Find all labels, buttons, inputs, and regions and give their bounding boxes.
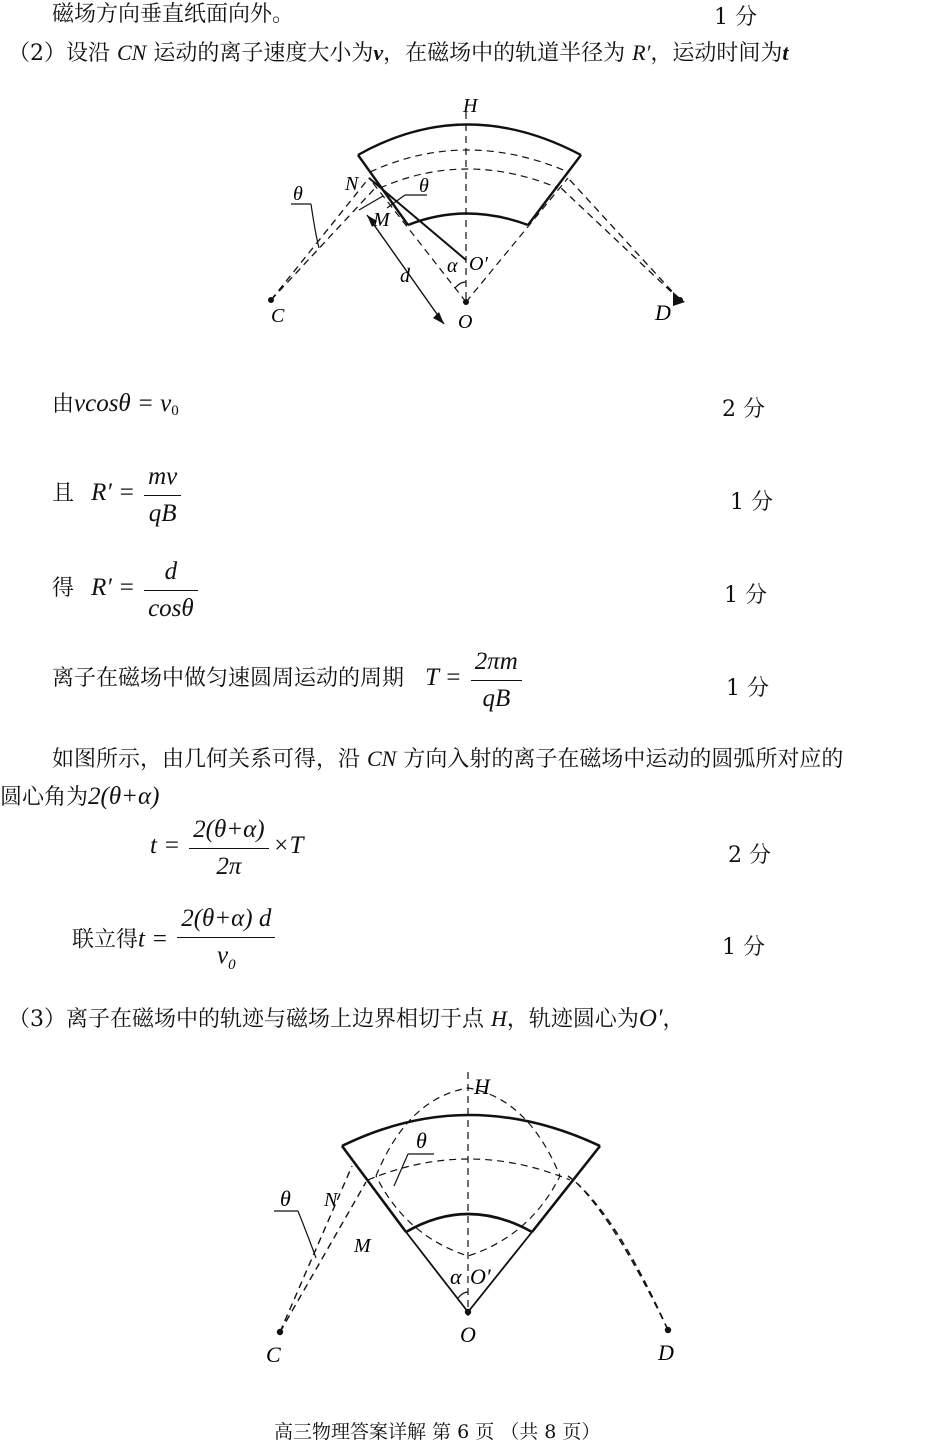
figure-2-diagram: [258, 1066, 698, 1380]
fig2-label-O-prime: O′: [470, 1264, 491, 1289]
paragraph-geometry: 如图所示，由几何关系可得，沿 CN 方向入射的离子在磁场中运动的圆弧所对应的: [52, 746, 844, 772]
fig1-label-O: O: [458, 311, 473, 333]
score-7: 1 分: [722, 935, 765, 960]
fig2-label-D: D: [658, 1340, 674, 1365]
figure-1-diagram: [255, 92, 695, 344]
fig2-label-alpha: α: [450, 1264, 462, 1289]
score-2: 2 分: [722, 397, 765, 422]
equation-5: t = $\frac{2(\theta+\alpha)}{2\pi}$ ×T: [150, 816, 304, 880]
fig2-label-C: C: [266, 1342, 281, 1367]
fig2-label-H: H: [474, 1074, 490, 1099]
fig1-label-C: C: [271, 305, 285, 327]
fig1-label-D: D: [655, 300, 671, 325]
score-4: 1 分: [724, 583, 767, 608]
part3-heading: （3）离子在磁场中的轨迹与磁场上边界相切于点 H，轨迹圆心为O′，: [8, 1005, 685, 1032]
fig2-label-theta-b: θ: [416, 1128, 427, 1153]
fig1-label-theta-a: θ: [293, 183, 303, 205]
equation-4: 离子在磁场中做匀速圆周运动的周期 T = $\frac{2\pi m}{qB}$: [52, 648, 526, 713]
fig2-label-M: M: [354, 1235, 371, 1257]
score-3: 1 分: [730, 490, 773, 515]
fig1-label-N: N: [345, 173, 359, 195]
equation-1: 由$vcos\theta = v_0$: [52, 390, 179, 420]
fig2-label-O: O: [460, 1322, 476, 1347]
score-6: 2 分: [728, 843, 771, 868]
fig1-label-theta-b: θ: [419, 175, 429, 197]
line-magnetic-direction: 磁场方向垂直纸面向外。: [52, 2, 295, 27]
equation-2: 且 R′ = $\frac{mv}{qB}$: [52, 463, 185, 528]
score-5: 1 分: [726, 676, 769, 701]
fig2-label-N: N: [324, 1189, 338, 1211]
score-1: 1 分: [714, 5, 757, 30]
fig2-label-theta-a: θ: [280, 1186, 291, 1211]
fig1-label-alpha: α: [447, 255, 458, 277]
page-footer: 高三物理答案详解 第 6 页 （共 8 页）: [274, 1421, 601, 1443]
fig1-label-O-prime: O′: [469, 253, 488, 275]
part2-heading: （2）设沿 CN 运动的离子速度大小为v，在磁场中的轨道半径为 R′，运动时间为t: [8, 40, 789, 66]
equation-3: 得 R′ = $\frac{d}{\cos\theta}$: [52, 558, 202, 623]
equation-6: 联立得t = $\frac{2(\theta+\alpha) d}{v_0}$: [72, 905, 279, 979]
fig1-label-M: M: [373, 209, 390, 231]
fig1-label-d: d: [400, 265, 410, 287]
paragraph-geometry-line2: 圆心角为2(θ+α): [0, 783, 160, 810]
fig1-label-H: H: [463, 95, 478, 117]
